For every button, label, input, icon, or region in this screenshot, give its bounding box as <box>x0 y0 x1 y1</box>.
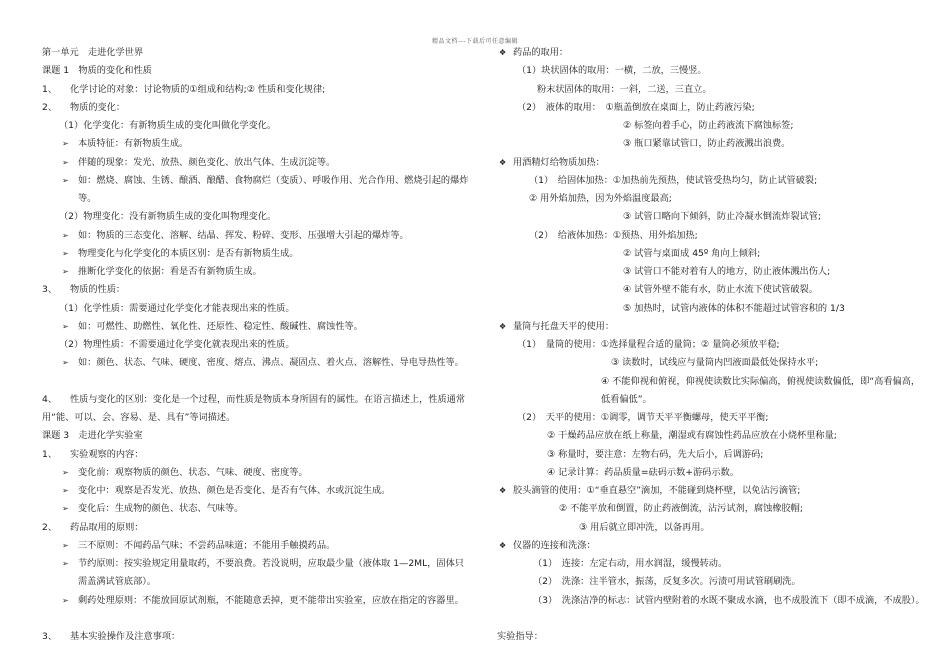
bullet-item <box>42 154 472 172</box>
item-text: 性质与变化的区别：变化是一个过程，而性质是物质本身所固有的属性。在语言描述上，性质通常用“能、可以、会、容易、是、具有”等词描述。 <box>42 393 466 423</box>
detail-line: ③ 试管口略向下倾斜，防止冷凝水倒流炸裂试管; <box>623 211 822 223</box>
bullet-text: 伴随的现象：发光、放热、颜色变化、放出气体、生成沉淀等。 <box>78 156 336 168</box>
detail-line: ⑤ 加热时，试管内液体的体积不能超过试管容积的 1/3 <box>623 302 845 314</box>
detail-line: ② 不能平放和倒置，防止药液倒流，沾污试剂，腐蚀橡胶帽; <box>559 503 803 515</box>
bullet-text: 变化中：观察是否发光、放热、颜色是否变化、是否有气体、水或沉淀生成。 <box>78 485 391 496</box>
item-number: 3、 <box>42 631 58 642</box>
right-column <box>497 44 927 646</box>
item-text: 药品取用的原则： <box>70 521 144 533</box>
bullet-text: 三不原则：不闻药品气味；不尝药品味道；不能用手触摸药品。 <box>78 539 336 551</box>
bullet-item <box>42 500 472 518</box>
bullet-text: 本质特征：有新物质生成。 <box>78 138 189 150</box>
numbered-item <box>42 99 472 117</box>
item-text: 化学讨论的对象：讨论物质的①组成和结构;② 性质和变化规律; <box>70 83 326 95</box>
section-heading: ❖ 量筒与托盘天平的使用： <box>497 318 927 336</box>
item-number: 1、 <box>42 448 58 460</box>
item-text: 物质的性质： <box>70 284 126 296</box>
item-number: 2、 <box>42 521 58 533</box>
bullet-item <box>42 227 472 245</box>
item-number: 4、 <box>42 393 58 405</box>
bullet-item <box>42 592 472 629</box>
bullet-item <box>42 318 472 336</box>
section-heading: ❖ 用酒精灯给物质加热： <box>497 154 927 172</box>
bullet-text: 推断化学变化的依据：看是否有新物质生成。 <box>78 266 262 277</box>
detail-line: ② 标签向着手心，防止药液流下腐蚀标签; <box>623 120 794 131</box>
detail-line: 粉末状固体的取用：一斜，二送，三直立。 <box>537 83 712 95</box>
section-heading: 实验指导： <box>497 631 543 642</box>
detail-line: ② 干燥药品应放在纸上称量，潮湿或有腐蚀性药品应放在小烧杯里称量; <box>547 430 837 442</box>
detail-line: ③ 用后就立即冲洗，以备再用。 <box>579 521 710 533</box>
bullet-text: 如：燃烧、腐蚀、生锈、酿酒、酿醋、食物腐烂（变质）、呼吸作用、光合作用、燃烧引起的爆炸等。 <box>78 174 469 204</box>
item-text: 实验观察的内容： <box>70 448 144 460</box>
sub-item: （3） 洗涤洁净的标志：试管内壁附着的水既不聚成水滴，也不成股流下（即不成滴，不成股）。 <box>533 594 925 606</box>
sub-item: （2） 洗涤：注半管水，振荡，反复多次。污渍可用试管刷刷洗。 <box>533 576 801 588</box>
unit-title: 第一单元 走进化学世界 <box>42 47 144 58</box>
detail-line: ② 用外焰加热，因为外焰温度最高; <box>529 193 672 204</box>
item-number: 2、 <box>42 101 58 113</box>
sub-item: （2）物理性质：不需要通过化学变化就表现出来的性质。 <box>59 339 295 350</box>
numbered-item <box>42 519 472 537</box>
numbered-item <box>42 81 472 99</box>
numbered-item <box>42 628 472 646</box>
detail-line: ③ 试管口不能对着有人的地方，防止液体溅出伤人; <box>623 266 831 277</box>
sub-item: （1）化学变化：有新物质生成的变化叫做化学变化。 <box>59 120 277 131</box>
bullet-item <box>42 245 472 263</box>
bullet-item <box>42 464 472 482</box>
sub-item: （1） 给固体加热：①加热前先预热，使试管受热均匀，防止试管破裂; <box>529 174 818 186</box>
sub-item: （1）化学性质：需要通过化学变化才能表现出来的性质。 <box>59 302 295 314</box>
page-header: 精品文档---下载后可任意编辑 <box>432 38 518 45</box>
numbered-item <box>42 391 472 428</box>
detail-line: ④ 记录计算：药品质量=砝码示数+游码示数。 <box>547 466 739 478</box>
bullet-item <box>42 354 472 391</box>
bullet-item <box>42 263 472 281</box>
bullet-text: 如：可燃性、助燃性、氧化性、还原性、稳定性、酸碱性、腐蚀性等。 <box>78 320 363 332</box>
bullet-text: 变化前：观察物质的颜色、状态、气味、硬度、密度等。 <box>78 466 308 478</box>
left-column <box>42 44 472 646</box>
sub-item: （1） 连接：左定右动，用水润湿，缓慢转动。 <box>533 558 728 569</box>
item-number: 3、 <box>42 284 58 296</box>
section-heading: ❖ 仪器的连接和洗涤： <box>497 537 927 555</box>
bullet-item <box>42 537 472 555</box>
lesson-title: 课题 1 物质的变化和性质 <box>42 65 152 77</box>
sub-item: （2） 天平的使用：①调零，调节天平平衡螺母，使天平平衡; <box>517 412 769 423</box>
section-heading: ❖ 胶头滴管的使用：①“垂直悬空”滴加，不能碰到烧杯壁，以免沾污滴管; <box>497 482 927 500</box>
sub-item: （1） 量筒的使用：①选择量程合适的量筒；② 量筒必须放平稳; <box>517 339 780 350</box>
bullet-text: 物理变化与化学变化的本质区别：是否有新物质生成。 <box>78 247 299 259</box>
lesson-title: 课题 3 走进化学实验室 <box>42 430 143 442</box>
detail-line: ② 试管与桌面成 45º 角向上倾斜; <box>623 247 761 259</box>
bullet-text: 如：物质的三态变化、溶解、结晶、挥发、粉碎、变形、压强增大引起的爆炸等。 <box>78 229 409 241</box>
bullet-text: 节约原则：按实验规定用量取药，不要浪费。若没说明，应取最少量（液体取 1—2ML，固体只需盖满试管底部）。 <box>78 558 464 588</box>
bullet-item <box>42 135 472 153</box>
sub-item: （2） 给液体加热：①预热、用外焰加热; <box>529 229 698 241</box>
numbered-item <box>42 281 472 299</box>
detail-line: ③ 瓶口紧靠试管口，防止药液溅出浪费。 <box>623 138 791 150</box>
detail-line: ④ 试管外壁不能有水，防止水流下使试管破裂。 <box>623 284 818 296</box>
section-heading: ❖ 药品的取用： <box>497 44 927 62</box>
detail-line: ④ 不能仰视和俯视，仰视使读数比实际偏高，俯视使读数偏低，即“高看偏高，低看偏低”。 <box>601 375 921 405</box>
bullet-text: 剩药处理原则：不能放回原试剂瓶，不能随意丢掉，更不能带出实验室，应放在指定的容器里。 <box>78 594 464 606</box>
item-number: 1、 <box>42 83 58 95</box>
bullet-text: 如：颜色、状态、气味、硬度、密度、熔点、沸点、凝固点、着火点、溶解性、导电导热性等。 <box>78 357 464 369</box>
sub-item: （2） 液体的取用： ①瓶盖倒放在桌面上，防止药液污染; <box>517 101 755 113</box>
sub-item: （2）物理变化：没有新物质生成的变化叫物理变化。 <box>59 211 277 223</box>
item-text: 基本实验操作及注意事项： <box>70 631 181 642</box>
bullet-text: 变化后：生成物的颜色、状态、气味等。 <box>78 503 244 515</box>
bullet-item <box>42 172 472 209</box>
item-text: 物质的变化： <box>70 101 126 113</box>
bullet-item <box>42 555 472 592</box>
bullet-item <box>42 482 472 500</box>
sub-item: （1）块状固体的取用：一横，二放，三慢竖。 <box>517 65 707 77</box>
detail-line: ③ 读数时，试线应与量筒内凹液面最低处保持水平; <box>611 357 819 369</box>
detail-line: ③ 称量时，要注意：左物右码，先大后小，后调游码; <box>547 448 764 460</box>
numbered-item <box>42 446 472 464</box>
